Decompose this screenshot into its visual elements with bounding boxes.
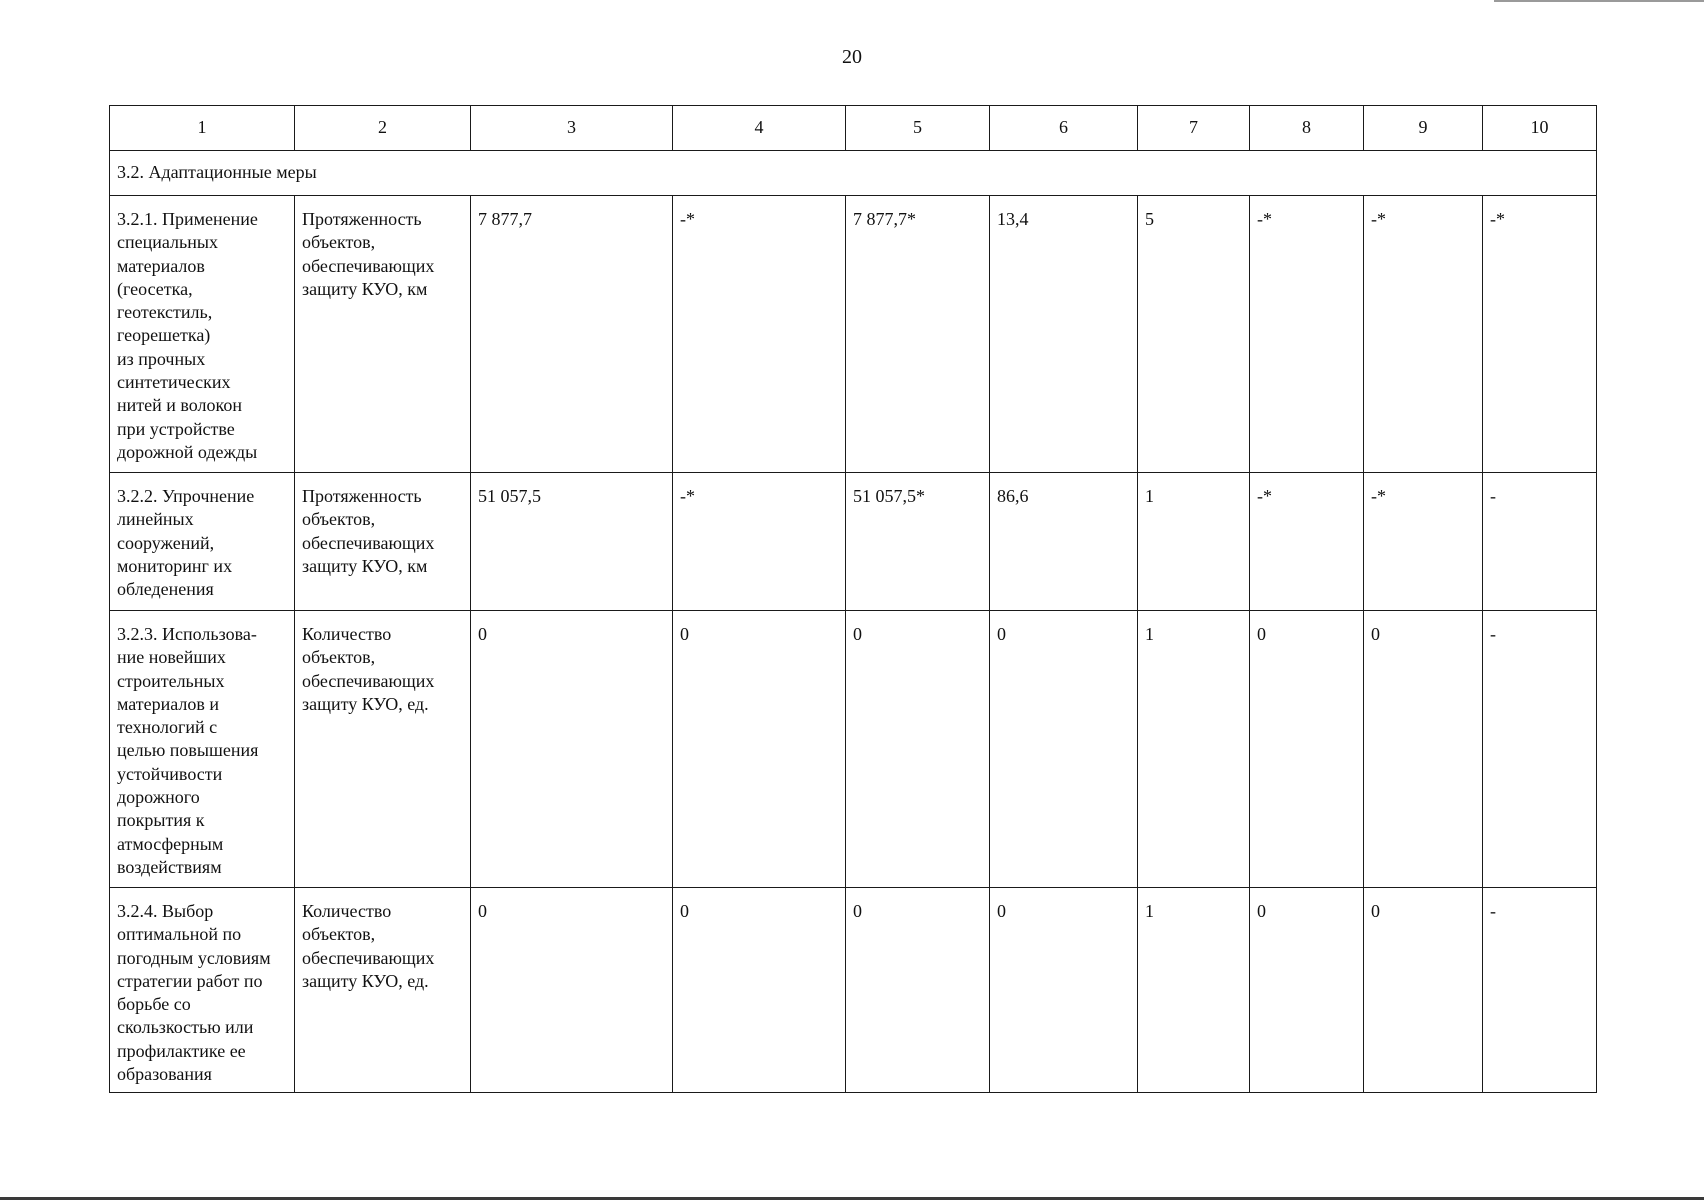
- measure-line: 3.2.3. Использова-: [117, 624, 257, 644]
- column-header: 2: [295, 106, 471, 151]
- table-row: [110, 888, 1597, 1093]
- measure-line: оптимальной по: [117, 924, 242, 945]
- measure-line: скользкостью или: [117, 1017, 254, 1038]
- measure-line: стратегии работ по: [117, 970, 263, 991]
- measure-line: целью повышения: [117, 740, 259, 761]
- indicator-line: объектов,: [302, 647, 376, 668]
- table-row: [110, 196, 1597, 473]
- measure-cell: [110, 888, 295, 1093]
- value-cell: -*: [673, 473, 846, 611]
- value-cell: 1: [1138, 473, 1250, 611]
- value-cell: -*: [1364, 196, 1483, 473]
- measure-line: дорожной одежды: [117, 441, 258, 462]
- column-header: 7: [1138, 106, 1250, 151]
- indicator-line: обеспечивающих: [302, 670, 435, 691]
- value-cell: -: [1483, 611, 1597, 888]
- value-cell: -*: [1483, 196, 1597, 473]
- value-cell: 86,6: [990, 473, 1138, 611]
- value-cell: -*: [673, 196, 846, 473]
- value-cell: 7 877,7*: [846, 196, 990, 473]
- indicator-cell: [295, 611, 471, 888]
- value-cell: 51 057,5*: [846, 473, 990, 611]
- indicator-line: Протяженность: [302, 486, 422, 506]
- indicator-line: объектов,: [302, 924, 376, 945]
- value-cell: 1: [1138, 888, 1250, 1093]
- value-cell: 0: [846, 611, 990, 888]
- value-cell: 0: [1250, 888, 1364, 1093]
- table-row: [110, 611, 1597, 888]
- column-header: 3: [471, 106, 673, 151]
- column-header: 6: [990, 106, 1138, 151]
- measure-line: георешетка): [117, 325, 211, 346]
- measure-line: материалов: [117, 255, 205, 276]
- value-cell: 0: [471, 888, 673, 1093]
- value-cell: -: [1483, 888, 1597, 1093]
- measure-line: геотекстиль,: [117, 302, 213, 323]
- measure-line: синтетических: [117, 372, 231, 393]
- indicator-cell: [295, 888, 471, 1093]
- measure-line: обледенения: [117, 579, 214, 600]
- measure-line: дорожного: [117, 787, 200, 808]
- measure-line: строительных: [117, 670, 225, 691]
- measure-line: технологий с: [117, 717, 218, 738]
- value-cell: 0: [673, 888, 846, 1093]
- value-cell: 0: [990, 611, 1138, 888]
- measure-line: из прочных: [117, 348, 206, 369]
- measure-cell: [110, 196, 295, 473]
- measure-line: профилактике ее: [117, 1040, 246, 1061]
- measure-line: сооружений,: [117, 532, 215, 553]
- value-cell: 1: [1138, 611, 1250, 888]
- value-cell: 7 877,7: [471, 196, 673, 473]
- value-cell: 13,4: [990, 196, 1138, 473]
- indicator-line: обеспечивающих: [302, 947, 435, 968]
- value-cell: 5: [1138, 196, 1250, 473]
- measure-line: материалов и: [117, 693, 220, 714]
- indicator-line: защиту КУО, ед.: [302, 693, 429, 714]
- measure-line: 3.2.2. Упрочнение: [117, 486, 255, 506]
- measure-cell: [110, 611, 295, 888]
- section-title: 3.2. Адаптационные меры: [110, 151, 1597, 196]
- value-cell: 0: [1250, 611, 1364, 888]
- indicator-line: защиту КУО, км: [302, 555, 428, 576]
- value-cell: -*: [1250, 473, 1364, 611]
- measure-line: погодным условиям: [117, 947, 271, 968]
- measure-line: образования: [117, 1064, 212, 1085]
- indicator-cell: [295, 196, 471, 473]
- indicator-line: обеспечивающих: [302, 255, 435, 276]
- section-row: [110, 151, 1597, 196]
- column-header: 4: [673, 106, 846, 151]
- value-cell: 51 057,5: [471, 473, 673, 611]
- measure-line: атмосферным: [117, 833, 224, 854]
- value-cell: 0: [846, 888, 990, 1093]
- indicator-line: Протяженность: [302, 209, 422, 229]
- scan-edge-top: [1494, 0, 1704, 2]
- column-header: 10: [1483, 106, 1597, 151]
- value-cell: 0: [673, 611, 846, 888]
- column-header: 8: [1250, 106, 1364, 151]
- measure-line: (геосетка,: [117, 278, 193, 299]
- indicator-cell: [295, 473, 471, 611]
- measure-line: устойчивости: [117, 763, 223, 784]
- table-row: [110, 473, 1597, 611]
- column-number-row: [110, 106, 1597, 151]
- value-cell: 0: [1364, 888, 1483, 1093]
- measure-line: мониторинг их: [117, 555, 233, 576]
- measure-line: нитей и волокон: [117, 395, 242, 416]
- value-cell: 0: [471, 611, 673, 888]
- indicator-line: Количество: [302, 901, 392, 921]
- measure-line: линейных: [117, 509, 194, 530]
- data-table: [109, 105, 1597, 1093]
- measure-line: 3.2.4. Выбор: [117, 901, 214, 921]
- measure-cell: [110, 473, 295, 611]
- indicator-line: объектов,: [302, 232, 376, 253]
- indicator-line: защиту КУО, км: [302, 278, 428, 299]
- measure-line: 3.2.1. Применение: [117, 209, 258, 229]
- column-header: 1: [110, 106, 295, 151]
- measure-line: борьбе со: [117, 994, 191, 1015]
- value-cell: -: [1483, 473, 1597, 611]
- measure-line: при устройстве: [117, 418, 235, 439]
- measure-line: воздействиям: [117, 856, 222, 877]
- indicator-line: защиту КУО, ед.: [302, 970, 429, 991]
- value-cell: 0: [990, 888, 1138, 1093]
- measure-line: специальных: [117, 232, 218, 253]
- page-number: 20: [842, 46, 862, 68]
- column-header: 9: [1364, 106, 1483, 151]
- indicator-line: Количество: [302, 624, 392, 644]
- value-cell: -*: [1364, 473, 1483, 611]
- value-cell: -*: [1250, 196, 1364, 473]
- indicator-line: обеспечивающих: [302, 532, 435, 553]
- indicator-line: объектов,: [302, 509, 376, 530]
- measure-line: ние новейших: [117, 647, 226, 668]
- measure-line: покрытия к: [117, 810, 205, 831]
- column-header: 5: [846, 106, 990, 151]
- value-cell: 0: [1364, 611, 1483, 888]
